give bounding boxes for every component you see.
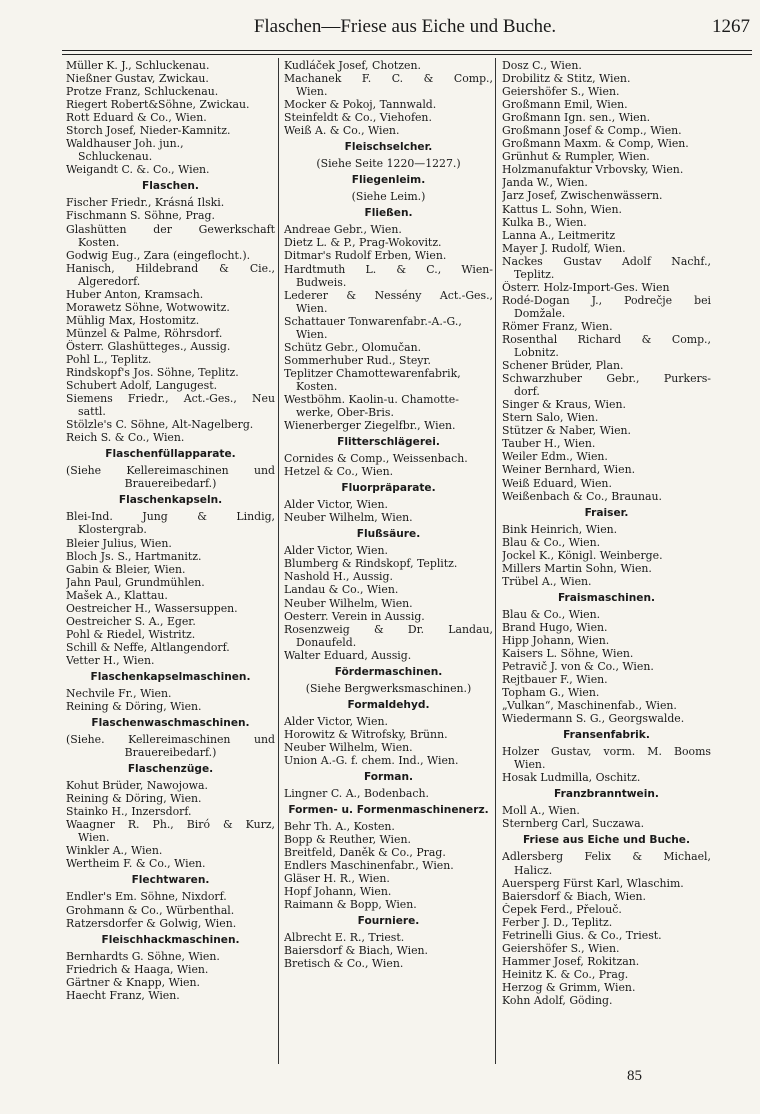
directory-entry: Weigandt C. &. Co., Wien. bbox=[66, 163, 210, 177]
directory-entry: Fischmann S. Söhne, Prag. bbox=[66, 209, 215, 223]
directory-entry: Mayer J. Rudolf, Wien. bbox=[502, 241, 626, 255]
directory-entry: Wiedermann S. G., Georgswalde. bbox=[502, 712, 685, 726]
directory-entry: Landau & Co., Wien. bbox=[284, 583, 399, 597]
directory-entry: Brauereibedarf.) bbox=[124, 477, 217, 491]
page-title: Flaschen—Friese aus Eiche und Buche. bbox=[253, 16, 557, 37]
directory-entry: Großmann Maxm. & Comp, Wien. bbox=[502, 137, 689, 151]
directory-entry: Großmann Emil, Wien. bbox=[502, 98, 628, 112]
directory-entry: Vetter H., Wien. bbox=[66, 653, 155, 667]
directory-entry: Neuber Wilhelm, Wien. bbox=[284, 511, 413, 525]
section-heading: Flaschenzüge. bbox=[127, 763, 214, 776]
directory-entry: Rodé-Dogan J., Podrečje bei bbox=[502, 293, 711, 307]
directory-entry: Endler's Em. Söhne, Nixdorf. bbox=[66, 890, 227, 904]
directory-entry: (Siehe. Kellereimaschinen und bbox=[66, 733, 275, 747]
directory-entry: Grünhut & Rumpler, Wien. bbox=[502, 150, 650, 164]
directory-column-3 bbox=[502, 59, 711, 1007]
directory-entry: Machanek F. C. & Comp., bbox=[284, 72, 493, 86]
directory-entry: Waldhauser Joh. jun., bbox=[66, 137, 184, 151]
directory-columns bbox=[66, 59, 752, 1079]
section-heading: Flaschenfüllapparate. bbox=[105, 448, 236, 461]
directory-entry: Alder Victor, Wien. bbox=[284, 498, 388, 512]
directory-entry: „Vulkan“, Maschinenfab., Wien. bbox=[502, 699, 677, 713]
directory-entry: Großmann Ign. sen., Wien. bbox=[502, 111, 651, 125]
directory-entry: Wien. bbox=[296, 327, 328, 341]
directory-entry: Topham G., Wien. bbox=[502, 686, 600, 700]
directory-entry: Grohmann & Co., Würbenthal. bbox=[66, 903, 235, 917]
directory-entry: Hetzel & Co., Wien. bbox=[284, 465, 394, 479]
directory-entry: Teplitz. bbox=[514, 267, 555, 281]
directory-entry: Gläser H. R., Wien. bbox=[284, 872, 390, 886]
directory-entry: Brand Hugo, Wien. bbox=[502, 620, 608, 634]
directory-entry: Union A.-G. f. chem. Ind., Wien. bbox=[284, 753, 459, 767]
directory-column-1 bbox=[66, 59, 275, 1002]
directory-entry: Halicz. bbox=[514, 863, 553, 877]
directory-entry: Domžale. bbox=[514, 306, 566, 320]
directory-entry: Kosten. bbox=[78, 235, 120, 249]
section-heading: Fransenfabrik. bbox=[563, 729, 650, 742]
directory-entry: Alder Victor, Wien. bbox=[284, 544, 388, 558]
directory-entry: Singer & Kraus, Wien. bbox=[502, 398, 626, 412]
directory-entry: Hardtmuth L. & C., Wien- bbox=[284, 262, 493, 276]
directory-entry: Hopf Johann, Wien. bbox=[284, 885, 392, 899]
section-heading: Flaschen. bbox=[142, 180, 199, 193]
directory-entry: Teplitzer Chamottewarenfabrik, bbox=[284, 366, 461, 380]
directory-entry: werke, Ober-Bris. bbox=[296, 406, 394, 420]
directory-entry: Siemens Friedr., Act.-Ges., Neu bbox=[66, 392, 275, 406]
directory-entry: Gabin & Bleier, Wien. bbox=[66, 562, 186, 576]
directory-entry: Moll A., Wien. bbox=[502, 804, 580, 818]
directory-entry: Ditmar's Rudolf Erben, Wien. bbox=[284, 249, 447, 263]
directory-entry: Reining & Döring, Wien. bbox=[66, 792, 202, 806]
directory-entry: Bretisch & Co., Wien. bbox=[284, 957, 404, 971]
directory-entry: Blumberg & Rindskopf, Teplitz. bbox=[284, 557, 458, 571]
directory-entry: Godwig Eug., Zara (eingeflocht.). bbox=[66, 248, 251, 262]
section-heading: Fliegenleim. bbox=[351, 174, 426, 187]
directory-entry: Österr. Glashütteges., Aussig. bbox=[66, 339, 231, 353]
directory-entry: Hipp Johann, Wien. bbox=[502, 633, 610, 647]
section-heading: Fördermaschinen. bbox=[334, 665, 443, 678]
directory-entry: Pohl L., Teplitz. bbox=[66, 352, 152, 366]
directory-entry: Holzmanufaktur Vrbovsky, Wien. bbox=[502, 163, 684, 177]
directory-entry: Jockel K., Königl. Weinberge. bbox=[502, 548, 663, 562]
directory-entry: Bopp & Reuther, Wien. bbox=[284, 833, 411, 847]
section-heading: Flechtwaren. bbox=[131, 874, 210, 887]
directory-entry: Mühlig Max, Hostomitz. bbox=[66, 313, 200, 327]
directory-entry: Heinitz K. & Co., Prag. bbox=[502, 967, 629, 981]
directory-entry: Kulka B., Wien. bbox=[502, 215, 587, 229]
directory-entry: Fischer Friedr., Krásná Ilski. bbox=[66, 196, 225, 210]
directory-entry: Mocker & Pokoj, Tannwald. bbox=[284, 98, 437, 112]
directory-entry: Holzer Gustav, vorm. M. Booms bbox=[502, 745, 711, 759]
directory-entry: Schener Brüder, Plan. bbox=[502, 359, 624, 373]
directory-entry: Fetrinelli Gius. & Co., Triest. bbox=[502, 928, 662, 942]
directory-entry: Čepek Ferd., Přelouč. bbox=[502, 902, 622, 916]
directory-entry: Österr. Holz-Import-Ges. Wien bbox=[502, 280, 670, 294]
section-heading: Fluorpräparate. bbox=[341, 482, 436, 495]
directory-entry: Stölzle's C. Söhne, Alt-Nagelberg. bbox=[66, 418, 254, 432]
directory-entry: Auersperg Fürst Karl, Wlaschim. bbox=[502, 876, 684, 890]
directory-entry: Wien. bbox=[296, 85, 328, 99]
directory-entry: Wien. bbox=[296, 301, 328, 315]
section-heading: Fleischselcher. bbox=[344, 141, 433, 154]
directory-entry: Bink Heinrich, Wien. bbox=[502, 522, 618, 536]
directory-entry: Oestreicher S. A., Eger. bbox=[66, 614, 196, 628]
directory-entry: Herzog & Grimm, Wien. bbox=[502, 980, 636, 994]
directory-entry: Nechvile Fr., Wien. bbox=[66, 686, 172, 700]
directory-entry: Breitfeld, Daněk & Co., Prag. bbox=[284, 846, 446, 860]
directory-entry: Waagner R. Ph., Biró & Kurz, bbox=[66, 818, 275, 832]
directory-entry: Endlers Maschinenfabr., Wien. bbox=[284, 859, 454, 873]
section-heading: Fourniere. bbox=[357, 915, 420, 928]
directory-entry: dorf. bbox=[514, 385, 540, 399]
directory-entry: Schill & Neffe, Altlangendorf. bbox=[66, 640, 230, 654]
directory-entry: Münzel & Palme, Röhrsdorf. bbox=[66, 326, 223, 340]
directory-entry: (Siehe Leim.) bbox=[351, 190, 426, 204]
directory-entry: (Siehe Kellereimaschinen und bbox=[66, 464, 275, 478]
directory-entry: Stützer & Naber, Wien. bbox=[502, 424, 632, 438]
directory-entry: Behr Th. A., Kosten. bbox=[284, 820, 395, 834]
directory-entry: Westböhm. Kaolin-u. Chamotte- bbox=[284, 392, 459, 406]
directory-entry: Dosz C., Wien. bbox=[502, 59, 582, 72]
directory-entry: Hammer Josef, Rokitzan. bbox=[502, 954, 640, 968]
directory-entry: Römer Franz, Wien. bbox=[502, 319, 613, 333]
directory-entry: Morawetz Söhne, Wotwowitz. bbox=[66, 300, 230, 314]
directory-entry: Blei-Ind. Jung & Lindig, bbox=[66, 510, 275, 524]
directory-entry: Baiersdorf & Biach, Wien. bbox=[284, 944, 429, 958]
directory-entry: Jahn Paul, Grundmühlen. bbox=[66, 575, 205, 589]
header-rule-top bbox=[62, 50, 752, 51]
directory-entry: Riegert Robert&Söhne, Zwickau. bbox=[66, 98, 250, 112]
directory-entry: Andreae Gebr., Wien. bbox=[284, 223, 402, 237]
directory-entry: Kosten. bbox=[296, 379, 338, 393]
directory-entry: Wien. bbox=[78, 831, 110, 845]
directory-entry: Blau & Co., Wien. bbox=[502, 535, 601, 549]
directory-entry: Trübel A., Wien. bbox=[502, 574, 592, 588]
directory-entry: Stern Salo, Wien. bbox=[502, 411, 599, 425]
directory-entry: Kaisers L. Söhne, Wien. bbox=[502, 646, 634, 660]
section-heading: Formaldehyd. bbox=[347, 698, 430, 711]
directory-entry: Reich S. & Co., Wien. bbox=[66, 431, 185, 445]
directory-entry: Huber Anton, Kramsach. bbox=[66, 287, 204, 301]
directory-entry: Rindskopf's Jos. Söhne, Teplitz. bbox=[66, 366, 239, 380]
directory-entry: Hosak Ludmilla, Oschitz. bbox=[502, 771, 641, 785]
directory-entry: Horowitz & Witrofsky, Brünn. bbox=[284, 727, 448, 741]
directory-entry: Müller K. J., Schluckenau. bbox=[66, 59, 210, 72]
directory-entry: Donaufeld. bbox=[296, 635, 357, 649]
page-header bbox=[60, 12, 750, 46]
page-number: 1267 bbox=[712, 16, 750, 37]
directory-entry: Protze Franz, Schluckenau. bbox=[66, 85, 219, 99]
directory-entry: Rosenzweig & Dr. Landau, bbox=[284, 622, 493, 636]
directory-entry: Weiler Edm., Wien. bbox=[502, 450, 608, 464]
directory-entry: Budweis. bbox=[296, 275, 347, 289]
directory-entry: Oesterr. Verein in Aussig. bbox=[284, 609, 425, 623]
directory-entry: Schattauer Tonwarenfabr.-A.-G., bbox=[284, 314, 462, 328]
directory-entry: Albrecht E. R., Triest. bbox=[284, 931, 405, 945]
directory-entry: Geiershöfer S., Wien. bbox=[502, 85, 620, 99]
directory-entry: Lobnitz. bbox=[514, 346, 559, 360]
footer-page-number: 85 bbox=[627, 1068, 642, 1084]
directory-entry: Schubert Adolf, Langugest. bbox=[66, 379, 218, 393]
directory-entry: Neuber Wilhelm, Wien. bbox=[284, 740, 413, 754]
section-heading: Flußsäure. bbox=[356, 528, 421, 541]
directory-entry: Algeredorf. bbox=[78, 274, 141, 288]
directory-entry: Blau & Co., Wien. bbox=[502, 607, 601, 621]
directory-entry: Jarz Josef, Zwischenwässern. bbox=[502, 189, 663, 203]
directory-entry: Schütz Gebr., Olomučan. bbox=[284, 340, 422, 354]
directory-entry: Neuber Wilhelm, Wien. bbox=[284, 596, 413, 610]
directory-entry: Rosenthal Richard & Comp., bbox=[502, 332, 711, 346]
directory-entry: Baiersdorf & Biach, Wien. bbox=[502, 889, 647, 903]
directory-entry: Tauber H., Wien. bbox=[502, 437, 596, 451]
directory-entry: Rott Eduard & Co., Wien. bbox=[66, 111, 207, 125]
directory-entry: sattl. bbox=[78, 405, 106, 419]
section-heading: Flitterschlägerei. bbox=[337, 436, 440, 449]
section-heading: Fraiser. bbox=[584, 506, 629, 519]
section-heading: Fleischhackmaschinen. bbox=[101, 933, 240, 946]
directory-entry: Kudláček Josef, Chotzen. bbox=[284, 59, 421, 72]
directory-entry: (Siehe Bergwerksmaschinen.) bbox=[305, 681, 472, 695]
section-heading: Friese aus Eiche und Buche. bbox=[522, 834, 691, 847]
directory-entry: Kohn Adolf, Göding. bbox=[502, 994, 613, 1007]
directory-entry: Nackes Gustav Adolf Nachf., bbox=[502, 254, 711, 268]
directory-entry: Brauereibedarf.) bbox=[124, 746, 217, 760]
directory-entry: Weißenbach & Co., Braunau. bbox=[502, 489, 662, 503]
directory-entry: Wien. bbox=[514, 758, 546, 772]
directory-entry: Drobilitz & Stitz, Wien. bbox=[502, 72, 631, 86]
directory-entry: Lederer & Nessény Act.-Ges., bbox=[284, 288, 493, 302]
directory-entry: Kohut Brüder, Nawojowa. bbox=[66, 779, 208, 793]
header-rule-bottom bbox=[62, 54, 752, 55]
directory-entry: Hanisch, Hildebrand & Cie., bbox=[66, 261, 275, 275]
directory-entry: Winkler A., Wien. bbox=[66, 844, 163, 858]
directory-entry: Reining & Döring, Wien. bbox=[66, 700, 202, 714]
directory-entry: Mašek A., Klattau. bbox=[66, 588, 168, 602]
directory-entry: Storch Josef, Nieder-Kamnitz. bbox=[66, 124, 231, 138]
directory-entry: Cornides & Comp., Weissenbach. bbox=[284, 452, 468, 466]
directory-entry: Steinfeldt & Co., Viehofen. bbox=[284, 111, 432, 125]
section-heading: Formen- u. Formenmaschinenerz. bbox=[288, 804, 489, 817]
directory-entry: Kattus L. Sohn, Wien. bbox=[502, 202, 622, 216]
directory-entry: Sternberg Carl, Suczawa. bbox=[502, 817, 645, 831]
directory-entry: Janda W., Wien. bbox=[502, 176, 588, 190]
directory-entry: Nießner Gustav, Zwickau. bbox=[66, 72, 209, 86]
directory-entry: Wienerberger Ziegelfbr., Wien. bbox=[284, 419, 456, 433]
section-heading: Franzbranntwein. bbox=[554, 788, 659, 801]
directory-entry: Bleier Julius, Wien. bbox=[66, 536, 172, 550]
directory-entry: Stainko H., Inzersdorf. bbox=[66, 805, 192, 819]
directory-entry: Schwarzhuber Gebr., Purkers- bbox=[502, 372, 711, 386]
directory-entry: Sommerhuber Rud., Steyr. bbox=[284, 353, 431, 367]
directory-entry: Raimann & Bopp, Wien. bbox=[284, 898, 417, 912]
directory-entry: Adlersberg Felix & Michael, bbox=[502, 850, 711, 864]
directory-entry: Lingner C. A., Bodenbach. bbox=[284, 786, 429, 800]
directory-entry: Weiß A. & Co., Wien. bbox=[284, 124, 400, 138]
directory-entry: Oestreicher H., Wassersuppen. bbox=[66, 601, 238, 615]
directory-entry: Wertheim F. & Co., Wien. bbox=[66, 857, 206, 871]
directory-entry: Friedrich & Haaga, Wien. bbox=[66, 962, 209, 976]
directory-entry: Schluckenau. bbox=[78, 150, 153, 164]
directory-entry: Lanna A., Leitmeritz bbox=[502, 228, 616, 242]
section-heading: Flaschenwaschmaschinen. bbox=[91, 717, 250, 730]
directory-entry: (Siehe Seite 1220—1227.) bbox=[316, 157, 461, 171]
directory-entry: Rejtbauer F., Wien. bbox=[502, 673, 608, 687]
directory-entry: Weiner Bernhard, Wien. bbox=[502, 463, 636, 477]
directory-entry: Millers Martin Sohn, Wien. bbox=[502, 561, 652, 575]
directory-entry: Nashold H., Aussig. bbox=[284, 570, 393, 584]
directory-column-2 bbox=[284, 59, 493, 970]
directory-entry: Pohl & Riedel, Wistritz. bbox=[66, 627, 196, 641]
directory-entry: Alder Victor, Wien. bbox=[284, 714, 388, 728]
section-heading: Fraismaschinen. bbox=[557, 591, 656, 604]
directory-entry: Weiß Eduard, Wien. bbox=[502, 476, 612, 490]
directory-entry: Bernhardts G. Söhne, Wien. bbox=[66, 949, 220, 963]
directory-entry: Klostergrab. bbox=[78, 523, 147, 537]
directory-entry: Ferber J. D., Teplitz. bbox=[502, 915, 613, 929]
section-heading: Forman. bbox=[363, 770, 414, 783]
directory-entry: Bloch Js. S., Hartmanitz. bbox=[66, 549, 202, 563]
directory-entry: Dietz L. & P., Prag-Wokovitz. bbox=[284, 236, 442, 250]
directory-entry: Gärtner & Knapp, Wien. bbox=[66, 975, 200, 989]
section-heading: Fließen. bbox=[364, 207, 413, 220]
directory-entry: Großmann Josef & Comp., Wien. bbox=[502, 124, 682, 138]
section-heading: Flaschenkapselmaschinen. bbox=[90, 670, 251, 683]
section-heading: Flaschenkapseln. bbox=[118, 494, 223, 507]
directory-entry: Glashütten der Gewerkschaft bbox=[66, 222, 275, 236]
directory-entry: Walter Eduard, Aussig. bbox=[284, 648, 412, 662]
directory-entry: Petravič J. von & Co., Wien. bbox=[502, 660, 654, 674]
directory-entry: Geiershöfer S., Wien. bbox=[502, 941, 620, 955]
directory-entry: Haecht Franz, Wien. bbox=[66, 988, 180, 1002]
directory-entry: Ratzersdorfer & Golwig, Wien. bbox=[66, 916, 237, 930]
